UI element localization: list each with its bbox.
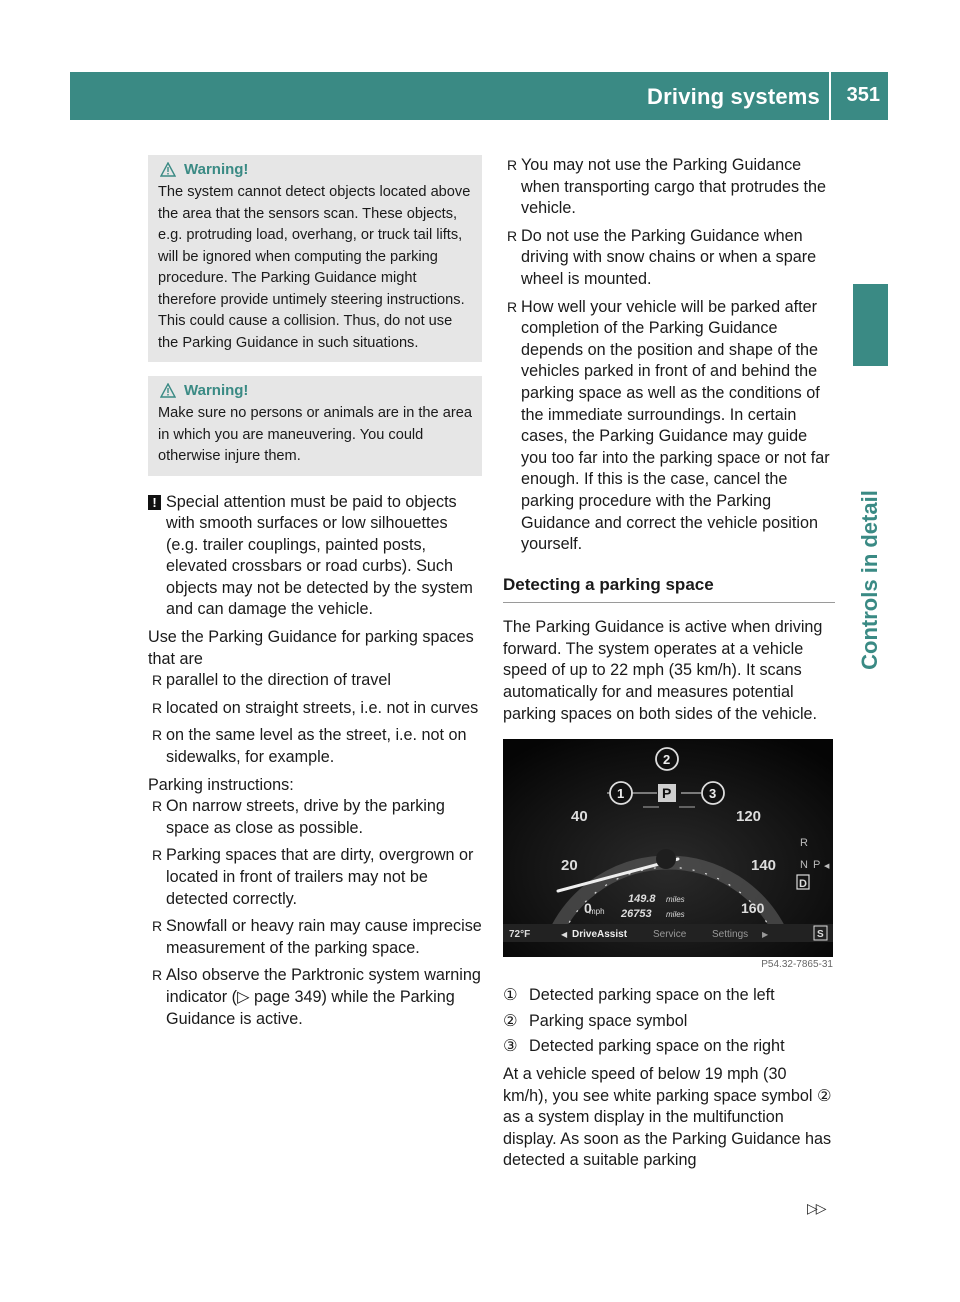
list-item: R Parking spaces that are dirty, overgrown or located in front of trailers may not be detected correctly.	[152, 846, 474, 908]
caption-item: ① Detected parking space on the left	[503, 985, 835, 1007]
bullet-icon: R	[152, 798, 163, 815]
left-column	[148, 155, 482, 1030]
list-item: R located on straight streets, i.e. not in curves	[148, 698, 482, 720]
warning-box	[148, 155, 482, 362]
needle-hub	[656, 849, 676, 869]
symbol-reference: ②	[817, 1086, 832, 1105]
right-column	[503, 155, 835, 1172]
bullet-icon: R	[507, 157, 518, 173]
svg-text:1: 1	[617, 786, 625, 802]
speed-label-140: 140	[751, 857, 777, 875]
speed-label-120: 120	[736, 808, 762, 826]
section-heading: Detecting a parking space	[503, 574, 835, 604]
list-item: R Also observe the Parktronic system warning indicator (▷ page 349) while the Parking Guidance is active.	[152, 966, 481, 1028]
notice-paragraph	[148, 492, 482, 622]
bullet-icon: R	[152, 967, 163, 984]
speedometer-display	[503, 739, 833, 957]
caption-number: ①	[503, 986, 518, 1005]
warning-triangle-icon	[160, 383, 176, 398]
notice-text: Special attention must be paid to objects with smooth surfaces or low silhouettes (e.g. trailer couplings, painted posts, elevated crossbars or road curbs). Such objects may not be detected by the system and can damage the vehicle.	[166, 492, 473, 619]
figure-code: P54.32-7865-31	[761, 958, 833, 970]
side-section-label: Controls in detail	[857, 490, 882, 670]
section-intro: The Parking Guidance is active when driving forward. The system operates at a vehicle speed of up to 22 mph (35 km/h). It scans automatically for and measures potential parking spaces on both sides of the vehicle.	[503, 618, 823, 723]
exclamation-icon: !	[148, 495, 161, 510]
caption-item: ② Parking space symbol	[503, 1011, 835, 1033]
list-item: R parallel to the direction of travel	[148, 670, 482, 692]
speed-label-40: 40	[571, 808, 588, 826]
list-item: R On narrow streets, drive by the parking space as close as possible.	[152, 797, 445, 837]
gear-r: R	[800, 837, 808, 850]
menu-driveassist: DriveAssist	[572, 929, 628, 941]
odometer-value: 26753	[621, 908, 652, 921]
warning-box	[148, 376, 482, 476]
caption-item: ③ Detected parking space on the right	[503, 1036, 835, 1058]
instructions-intro: Parking instructions:	[148, 775, 294, 794]
bullet-icon: R	[152, 672, 163, 689]
menu-service: Service	[653, 929, 687, 941]
parking-symbol-label: P	[662, 785, 672, 802]
svg-text:◀: ◀	[561, 930, 568, 940]
gear-n: N	[800, 859, 808, 872]
trip-value: 149.8	[628, 893, 656, 906]
page-reference[interactable]: page 349) while the Parking Guidance is active.	[166, 987, 455, 1028]
page-number: 351	[846, 84, 880, 106]
bullet-icon: R	[507, 227, 518, 244]
list-item: R Do not use the Parking Guidance when driving with snow chains or when a spare wheel is mounted.	[507, 226, 817, 288]
bullet-icon: R	[152, 918, 163, 935]
list-item: R You may not use the Parking Guidance when transporting cargo that protrudes the vehicle.	[507, 156, 827, 218]
use-intro: Use the Parking Guidance for parking spaces that are	[148, 628, 474, 668]
outside-temperature: 72°F	[509, 929, 531, 941]
final-paragraph: At a vehicle speed of below 19 mph (30 km/h), you see white parking space symbol ② as a system display in the multifunction display. As soon as the Parking Guidance has detected a suitable parking	[503, 1065, 832, 1170]
list-item: R on the same level as the street, i.e. not on sidewalks, for example.	[152, 726, 467, 767]
instrument-cluster-figure	[503, 739, 833, 970]
warning-text: Make sure no persons or animals are in the area in which you are maneuvering. You could otherwise injure them.	[158, 405, 472, 464]
gear-p: P	[813, 859, 821, 872]
gear-d: D	[799, 878, 807, 891]
warning-triangle-icon	[160, 162, 176, 177]
trip-unit: miles	[666, 895, 685, 905]
list-item: R How well your vehicle will be parked after completion of the Parking Guidance depends on the position and shape of the vehicles parked in front of and behind the parking space as well as the conditions of the immediate surroundings. In certain cases, the Parking Guidance may guide you too far into the parking space or not far enough. If this is the case, cancel the parking procedure with the Parking Guidance and correct the vehicle position yourself.	[507, 297, 830, 554]
page-header-bar	[70, 72, 888, 120]
bullet-icon: R	[152, 727, 163, 744]
page-ref-arrow-icon: ▷	[237, 987, 250, 1006]
svg-text:◀: ◀	[824, 863, 830, 871]
warning-title: Warning!	[158, 157, 474, 182]
odometer-unit: miles	[666, 910, 685, 920]
speed-label-20: 20	[561, 857, 578, 875]
header-separator	[829, 72, 831, 120]
continue-arrow-icon: ▷▷	[807, 1200, 825, 1216]
speed-label-160: 160	[741, 900, 765, 917]
svg-text:3: 3	[709, 786, 717, 802]
caption-number: ③	[503, 1037, 518, 1056]
warning-title: Warning!	[158, 378, 474, 403]
side-tab-marker	[853, 284, 888, 366]
svg-text:S: S	[817, 929, 824, 941]
bullet-icon: R	[152, 699, 163, 716]
caption-number: ②	[503, 1011, 518, 1030]
svg-text:2: 2	[663, 752, 671, 768]
svg-text:▶: ▶	[762, 930, 769, 940]
page-title: Driving systems	[647, 84, 820, 109]
warning-text: The system cannot detect objects located above the area that the sensors scan. These objects, e.g. protruding load, overhang, or truck tail lifts, will be ignored when computing the parking procedure. The Parking Guidance might therefore provide untimely steering instructions. This could cause a collision. Thus, do not use the Parking Guidance in such situations.	[158, 184, 471, 351]
bullet-icon: R	[507, 298, 518, 315]
speed-label-0: 0	[584, 900, 592, 917]
menu-settings: Settings	[712, 929, 749, 941]
bullet-icon: R	[152, 847, 163, 864]
list-item: R Snowfall or heavy rain may cause imprecise measurement of the parking space.	[152, 917, 482, 957]
speed-unit: mph	[589, 907, 605, 917]
